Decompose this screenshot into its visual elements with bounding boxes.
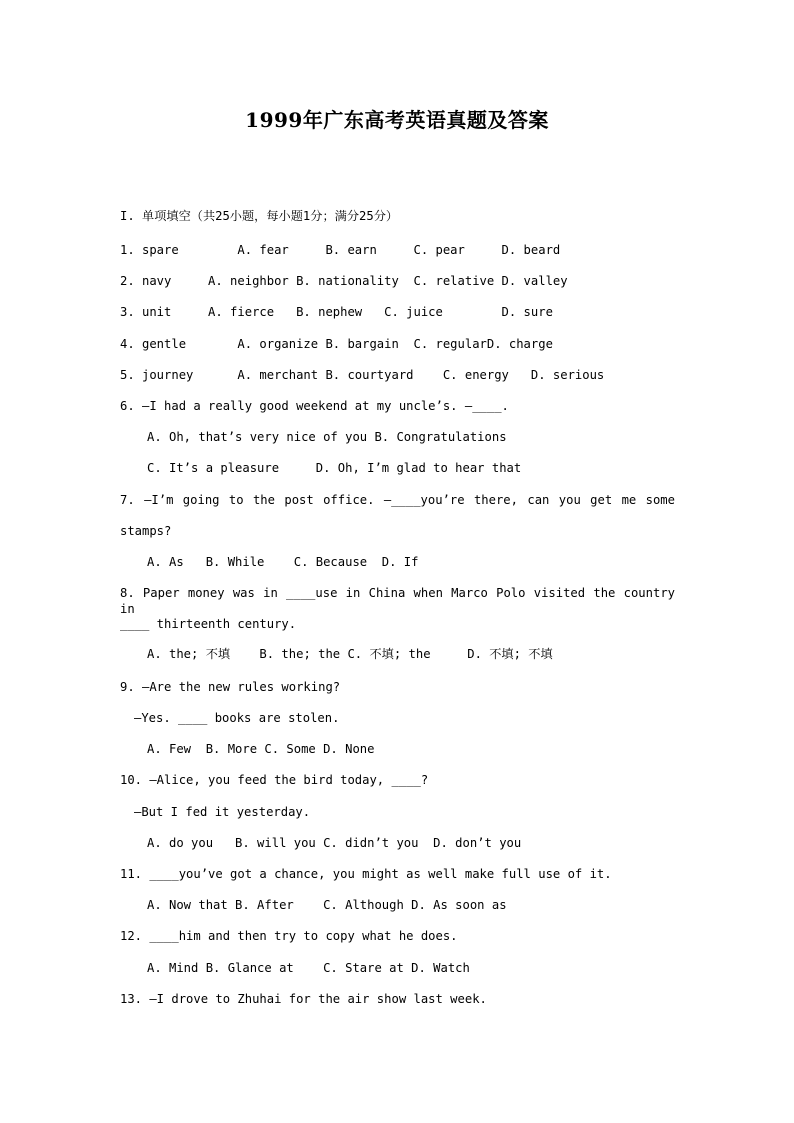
dialogue-line: —Yes. ____ books are stolen. — [134, 711, 340, 725]
question-line: 3. unit A. fierce B. nephew C. juice D. sure — [120, 305, 553, 319]
option-line: C. It’s a pleasure D. Oh, I’m glad to hear that — [147, 461, 522, 475]
question-line: 6. —I had a really good weekend at my uncle’s. —____. — [120, 399, 509, 413]
question-line: 11. ____you’ve got a chance, you might as well make full use of it. — [120, 867, 612, 881]
option-line: A. Mind B. Glance at C. Stare at D. Watch — [147, 961, 470, 975]
option-line: A. Now that B. After C. Although D. As soon as — [147, 898, 507, 912]
question-line: 10. —Alice, you feed the bird today, ____? — [120, 773, 429, 787]
question-line: 1. spare A. fear B. earn C. pear D. beard — [120, 243, 561, 257]
option-line: A. do you B. will you C. didn’t you D. don’t you — [147, 836, 522, 850]
question-line: 4. gentle A. organize B. bargain C. regularD. charge — [120, 337, 553, 351]
option-line: A. As B. While C. Because D. If — [147, 555, 419, 569]
page-title: 1999年广东高考英语真题及答案 — [245, 108, 549, 132]
option-line: A. Oh, that’s very nice of you B. Congratulations — [147, 430, 507, 444]
option-line: A. Few B. More C. Some D. None — [147, 742, 375, 756]
question-line: 5. journey A. merchant B. courtyard C. energy D. serious — [120, 368, 605, 382]
question-line: 13. —I drove to Zhuhai for the air show last week. — [120, 992, 487, 1006]
question-line: 7. —I’m going to the post office. —____you’re there, can you get me some — [120, 493, 675, 507]
question-line: stamps? — [120, 524, 172, 538]
question-line: ____ thirteenth century. — [120, 617, 297, 631]
dialogue-line: —But I fed it yesterday. — [134, 805, 311, 819]
question-line: 2. navy A. neighbor B. nationality C. relative D. valley — [120, 274, 568, 288]
question-line: 12. ____him and then try to copy what he does. — [120, 929, 458, 943]
question-line: 9. —Are the new rules working? — [120, 680, 341, 694]
question-line: 8. Paper money was in ____use in China when Marco Polo visited the country in — [120, 586, 675, 616]
section-heading: I. 单项填空（共25小题，每小题1分；满分25分） — [120, 209, 399, 223]
option-line: A. the; 不填 B. the; the C. 不填; the D. 不填; 不填 — [147, 647, 553, 661]
